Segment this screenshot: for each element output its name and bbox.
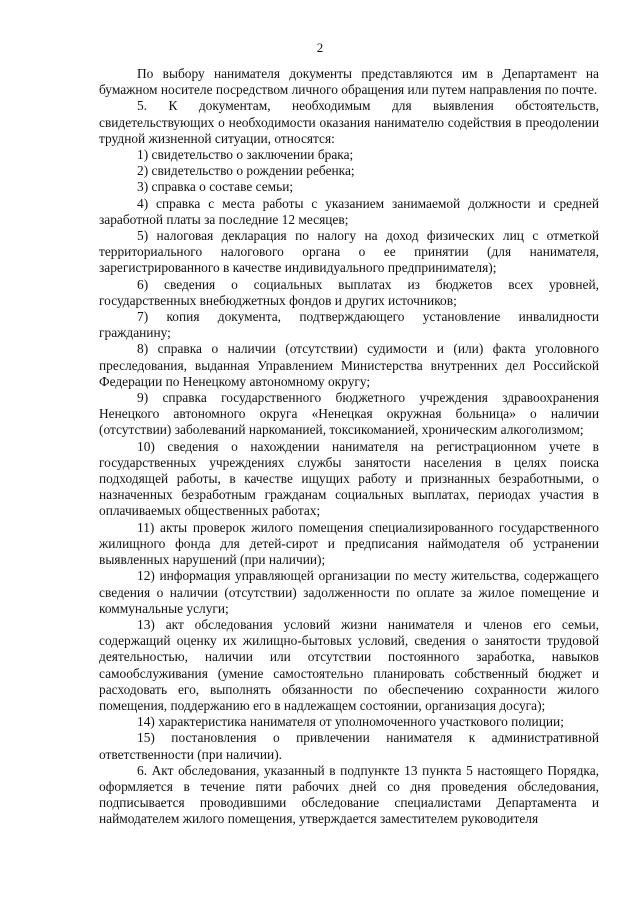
list-item-1: 1) свидетельство о заключении брака; bbox=[137, 147, 354, 163]
list-item-8: 8) справка о наличии (отсутствии) судимости и (или) факта уголовного преследования, выданная Управлением Министерства внутренних дел Российской Федерации по Ненецкому автономному округу; bbox=[99, 341, 599, 389]
list-item-9: 9) справка государственного бюджетного учреждения здравоохранения Ненецкого автономного округа «Ненецкая окружная больница» о наличии (отсутствии) заболеваний наркоманией, токсикоманией, хроническим алкоголизмом; bbox=[99, 390, 599, 438]
list-item-11: 11) акты проверок жилого помещения специализированного государственного жилищного фонда для детей-сирот и предписания наймодателя об устранении выявленных нарушений (при наличии); bbox=[99, 519, 599, 568]
paragraph-item-6: 6. Акт обследования, указанный в подпункте 13 пункта 5 настоящего Порядка, оформляется в течение пяти рабочих дней со дня проведения обследования, подписывается проводившими обследование специалистами Департамента и наймодателем жилого помещения, утверждается заместителем руководителя bbox=[99, 762, 599, 827]
list-item-3: 3) справка о составе семьи; bbox=[137, 179, 294, 195]
paragraph-submission-method: По выбору нанимателя документы представляются им в Департамент на бумажном носителе посредством личного обращения или путем направления по почте. bbox=[99, 66, 599, 98]
list-item-10: 10) сведения о нахождении нанимателя на регистрационном учете в государственных учреждениях службы занятости населения в целях поиска подходящей работы, в качестве ищущих работу и признанных безработными, о назначенных безработным гражданам социальных выплатах, периодах участия в оплачиваемых общественных работах; bbox=[99, 438, 599, 519]
list-item-13: 13) акт обследования условий жизни нанимателя и членов его семьи, содержащий оценку их жилищно-бытовых условий, сведения о занятости трудовой деятельностью, наличии или отсутствии постоянного заработка, навыков самообслуживания (умение самостоятельно планировать собственный бюджет и расходовать его, выполнять обязанности по обеспечению сохранности жилого помещения, поддержанию его в надлежащем состоянии, организация досуга); bbox=[99, 616, 599, 713]
document-body bbox=[99, 66, 599, 828]
list-item-4: 4) справка с места работы с указанием занимаемой должности и средней заработной платы за последние 12 месяцев; bbox=[99, 195, 599, 227]
list-item-2: 2) свидетельство о рождении ребенка; bbox=[137, 163, 355, 179]
page-number: 2 bbox=[316, 40, 324, 55]
paragraph-item-5-intro: 5. К документам, необходимым для выявления обстоятельств, свидетельствующих о необходимости оказания нанимателю содействия в преодолении трудной жизненной ситуации, относятся: bbox=[99, 98, 599, 146]
list-item-6: 6) сведения о социальных выплатах из бюджетов всех уровней, государственных внебюджетных фондов и других источников; bbox=[99, 276, 599, 308]
list-item-12: 12) информация управляющей организации по месту жительства, содержащего сведения о наличии (отсутствии) задолженности по оплате за жилое помещение и коммунальные услуги; bbox=[99, 568, 599, 616]
list-item-14: 14) характеристика нанимателя от уполномоченного участкового полиции; bbox=[137, 714, 564, 730]
list-item-15: 15) постановления о привлечении нанимателя к административной ответственности (при наличии). bbox=[99, 730, 599, 762]
list-item-5: 5) налоговая декларация по налогу на доход физических лиц с отметкой территориального налогового органа о ее принятии (для нанимателя, зарегистрированного в качестве индивидуального предпринимателя); bbox=[99, 228, 599, 276]
list-item-7: 7) копия документа, подтверждающего установление инвалидности гражданину; bbox=[99, 309, 599, 341]
